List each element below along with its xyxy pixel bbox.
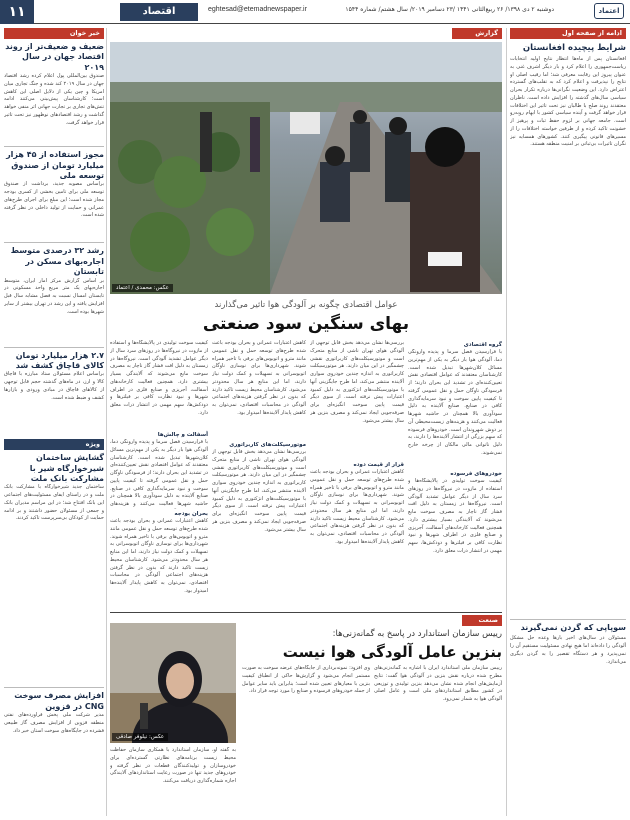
- divider: [510, 619, 626, 620]
- story-subhead: گروه اقتصادی: [463, 342, 502, 348]
- continuation-body: افغانستان پس از ماه‌ها انتظار نتایج اولیه انتخابات ریاست‌جمهوری را اعلام کرد و بار دیگر اشرف غنی به عنوان پیروز این رقابت معرفی شد؛ اما رقیب اصلی او نتایج را نپذیرفت و اعلام کرد که به تقلب‌های گسترده اعتراض دارد. این وضعیت نگرانی‌ها درباره تکرار بحران سیاسی سال‌های گذشته را افزایش داده است. ناظران معتقدند روند صلح با طالبان نیز تحت تاثیر این اختلافات قرار خواهد گرفت و آینده سیاسی کشور با ابهام روبه‌رو است. جامعه جهانی بر لزوم حفظ ثبات و پرهیز از خشونت تاکید کرده و از طرفین خواسته اختلافات را از مسیرهای قانونی پیگیری کنند. کشورهای همسایه نیز نگران تاثیرات بی‌ثباتی بر امنیت منطقه هستند.: [510, 56, 626, 148]
- standard-organization-story: [110, 612, 502, 818]
- brief-title[interactable]: افزایش مصرف سوخت CNG در قزوین: [14, 691, 104, 711]
- divider: [4, 687, 104, 688]
- brief-item: [4, 351, 104, 436]
- divider: [4, 347, 104, 348]
- brief-item: [4, 453, 104, 684]
- brief-title[interactable]: گشایش ساختمان شیرخوارگاه شیر با مشارکت بانک ملت: [29, 453, 104, 484]
- brief-body: براساس اعلام مسئولان ستاد مبارزه با قاچاق کالا و ارز، در ماه‌های گذشته حجم قابل توجهی از کالاهای قاچاق در مبادی ورودی و بازارها کشف و ضبط شده است.: [4, 371, 104, 401]
- bottom-text: به گفته او، سازمان استاندارد با همکاری سازمان حفاظت محیط زیست برنامه‌های نظارتی گسترده‌ای برای خودروسازان و تولیدکنندگان قطعات در نظر گرفته و خودروهای جدید تنها در صورت رعایت استانداردهای آلایندگی اجازه شماره‌گذاری دریافت می‌کنند.: [110, 747, 236, 784]
- photo-caption: عکس: نیلوفر صادقی: [112, 733, 168, 741]
- story-text: کاهش اعتبارات عمرانی و بحران بودجه باعث شده طرح‌های توسعه حمل و نقل عمومی مانند مترو و اتوبوس‌های برقی با تاخیر همراه شوند. شهرداری‌ها برای نوسازی ناوگان اتوبوسرانی به تسهیلات و کمک دولت نیاز دارند، اما این منابع هر سال محدودتر می‌شود. کارشناسان محیط زیست تاکید دارند که بدون در نظر گرفتن هزینه‌های اجتماعی آلودگی در محاسبات اقتصادی، نمی‌توان به کاهش پایدار آلاینده‌ها امیدوار بود.: [212, 340, 306, 416]
- bottom-text: رییس سازمان ملی استاندارد ایران با اشاره به گمانه‌زنی‌های مطرح شده درباره نقش بنزین در آلودگی هوا گفت: نتایج آزمایش‌های انجام شده نشان می‌دهد بنزین تولیدی و توزیعی در کشور مطابق استانداردهای ملی است و عامل اصلی آلودگی هوا به شمار نمی‌رود.: [374, 665, 502, 702]
- brief-body: صندوق بین‌المللی پول اعلام کرده رشد اقتصاد جهان در سال ۲۰۱۹ کند شده و جنگ تجاری میان امریکا و چین یکی از دلایل اصلی این کاهش است؛ کارشناسان پیش‌بینی می‌کنند ادامه تنش‌های تجاری بر تجارت جهانی اثر منفی خواهد گذاشت و رشد اقتصادهای نوظهور نیز تحت تاثیر قرار خواهد گرفت.: [4, 73, 104, 126]
- brief-title[interactable]: ۲.۷ هزار میلیارد تومان کالای قاچاق کشف شد: [15, 350, 104, 370]
- bottom-text: وی افزود: نمونه‌برداری از جایگاه‌های عرضه سوخت به صورت مستمر انجام می‌شود و گزارش‌ها حاکی از انطباق کیفیت بنزین با معیارهای تعیین شده است؛ بنابراین باید سایر عوامل از جمله خودروهای فرسوده و صنایع را مورد توجه قرار داد.: [242, 665, 370, 695]
- report-tag: گزارش: [452, 28, 502, 39]
- news-brief-column: [4, 28, 104, 816]
- story-text: کاهش اعتبارات عمرانی و بحران بودجه باعث شده طرح‌های توسعه حمل و نقل عمومی مانند مترو و اتوبوس‌های برقی با تاخیر همراه شوند. شهرداری‌ها برای نوسازی ناوگان اتوبوسرانی به تسهیلات و کمک دولت نیاز دارند، اما این منابع هر سال محدودتر می‌شود. کارشناسان محیط زیست تاکید دارند که بدون در نظر گرفتن هزینه‌های اجتماعی آلودگی در محاسبات اقتصادی، نمی‌توان به کاهش پایدار آلاینده‌ها امیدوار بود.: [310, 469, 404, 545]
- bottom-column: [110, 747, 236, 817]
- continuation-body: مسئولان در سال‌های اخیر بارها وعده حل مشکل آلودگی را داده‌اند اما هیچ نهادی مسئولیت مستقیم آن را نمی‌پذیرد و هر دستگاه تقصیر را به گردن دیگری می‌اندازد.: [510, 635, 626, 665]
- motorcycle-traffic-illustration: [110, 42, 502, 294]
- divider: [4, 242, 104, 243]
- story-text: با فرارسیدن فصل سرما و پدیده وارونگی دما، آلودگی هوا بار دیگر به یکی از مهم‌ترین مسائل کلان‌شهرها تبدیل شده است. کارشناسان معتقدند که عوامل اقتصادی نقش تعیین‌کننده‌ای در تشدید این بحران دارند؛ از فرسودگی ناوگان حمل و نقل عمومی گرفته تا کیفیت پایین سوخت و نبود سرمایه‌گذاری کافی در صنایع. صنایع آلاینده به دلیل سودآوری بالا همچنان در حاشیه شهرها فعالیت می‌کنند و هزینه‌های: [110, 439, 208, 507]
- story-body: [110, 340, 502, 608]
- bottom-column: [374, 665, 502, 817]
- section-title: اقتصاد: [120, 3, 198, 21]
- column-divider: [106, 28, 107, 816]
- email-link[interactable]: eghtesad@etemadnewspaper.ir: [208, 6, 307, 13]
- brief-body: بر اساس گزارش مرکز آمار ایران، متوسط اجاره‌بهای یک متر مربع واحد مسکونی در تابستان امسال نسبت به فصل مشابه سال قبل افزایش یافته و این رشد در تهران بیشتر از سایر شهرها بوده است.: [4, 277, 104, 315]
- main-story: [110, 28, 502, 608]
- story-column: [408, 340, 502, 608]
- portrait-illustration: [110, 623, 236, 743]
- brief-item: [4, 691, 104, 816]
- bottom-kicker: رییس سازمان استاندارد در پاسخ به گمانه‌زنی‌ها:: [332, 629, 502, 639]
- continuation-tag: ادامه از صفحه اول: [510, 28, 626, 39]
- story-text: کاهش اعتبارات عمرانی و بحران بودجه باعث شده طرح‌های توسعه حمل و نقل عمومی مانند مترو و اتوبوس‌های برقی با تاخیر همراه شوند. شهرداری‌ها برای نوسازی ناوگان اتوبوسرانی به تسهیلات و کمک دولت نیاز دارند، اما این منابع هر سال محدودتر می‌شود. کارشناسان محیط زیست تاکید دارند که بدون در نظر گرفتن هزینه‌های اجتماعی آلودگی در محاسبات اقتصادی، نمی‌توان به کاهش پایدار آلاینده‌ها امیدوار بود.: [110, 518, 208, 594]
- brief-item: [4, 246, 104, 343]
- story-subhead: آسفالت و چالش‌ها: [157, 432, 208, 438]
- brief-body: براساس مصوبه جدید، برداشت از صندوق توسعه ملی برای تامین بخشی از کسری بودجه مجاز شده است؛ این مبلغ برای اجرای طرح‌های عمرانی و حمایت از تولید داخلی در نظر گرفته شده است.: [4, 181, 104, 219]
- story-kicker: عوامل اقتصادی چگونه بر آلودگی هوا تاثیر می‌گذارند: [214, 300, 398, 310]
- page-number: ۱۱: [0, 0, 34, 24]
- story-column: [212, 340, 306, 608]
- news-brief-tag: خبر خوان: [4, 28, 104, 39]
- official-portrait: [110, 623, 236, 743]
- story-subhead: خودروهای فرسوده: [450, 471, 502, 477]
- story-column: [310, 340, 404, 608]
- page-header: [0, 0, 630, 24]
- story-text: کیفیت سوخت تولیدی در پالایشگاه‌ها و استفاده از مازوت در نیروگاه‌ها در روزهای سرد سال از دیگر عوامل تشدید آلودگی است. نیروگاه‌ها در زمستان به دلیل افت فشار گاز ناچار به مصرف سوخت مایع می‌شوند که آلایندگی بسیار بیشتری دارد. همچنین فعالیت کارخانه‌های آسفالت، آجرپزی و صنایع فلزی در اطراف شهرها و نبود نظارت کافی بر فیلترها و دودکش‌ها، سهم مهمی در انتشار ذرات معلق دارد.: [408, 478, 502, 554]
- industry-tag: صنعت: [462, 615, 502, 626]
- continuation-title[interactable]: شرایط پیچیده افغانستان: [522, 43, 626, 53]
- story-subhead: بحران بودجه: [174, 511, 208, 517]
- special-tag: ویژه: [4, 439, 104, 450]
- story-text: بررسی‌ها نشان می‌دهد بخش قابل توجهی از آلودگی هوای تهران ناشی از منابع متحرک است و موتورسیکلت‌های کاربراتوری نقشی چشمگیر در این میان دارند. هر موتورسیکلت کاربراتوری به اندازه چندین خودروی سواری آلاینده منتشر می‌کند، اما طرح جایگزینی آنها با موتورسیکلت‌های انژکتوری به دلیل کمبود اعتبارات پیش نرفته است. از سوی دیگر قیمت پایین سوخت انگیزه‌ای برای صرفه‌جویی ایجاد نمی‌کند و مصرف بنزین هر سال بیشتر می‌شود.: [310, 340, 404, 424]
- dateline: دوشنبه ۲ دی ۱۳۹۸/ ۲۶ ربیع‌الثانی ۱۴۴۱ /۲۳ دسامبر ۲۰۱۹/ سال هشتم/ شماره ۱۵۴۴: [345, 6, 554, 13]
- brief-title[interactable]: مجوز استفاده از ۴۵ هزار میلیارد تومان از صندوق توسعه ملی: [6, 150, 104, 180]
- story-subhead: قرار از قیمت دوده: [353, 462, 404, 468]
- brief-body: مدیر شرکت ملی پخش فرآورده‌های نفتی منطقه قزوین از افزایش مصرف گاز طبیعی فشرده در جایگاه‌های سوخت استان خبر داد.: [4, 712, 104, 734]
- divider: [4, 146, 104, 147]
- column-divider: [506, 28, 507, 816]
- bottom-column: [242, 665, 370, 817]
- front-page-continuation: [510, 28, 626, 816]
- traffic-photo: [110, 42, 502, 294]
- story-headline: بهای سنگین سود صنعتی: [202, 314, 410, 334]
- newspaper-logo: اعتماد: [594, 3, 624, 19]
- story-column: [110, 340, 208, 608]
- brief-item: [4, 150, 104, 239]
- story-text: کیفیت سوخت تولیدی در پالایشگاه‌ها و استفاده از مازوت در نیروگاه‌ها در روزهای سرد سال از دیگر عوامل تشدید آلودگی است. نیروگاه‌ها در زمستان به دلیل افت فشار گاز ناچار به مصرف سوخت مایع می‌شوند که آلایندگی بسیار بیشتری دارد. همچنین فعالیت کارخانه‌های آسفالت، آجرپزی و صنایع فلزی در اطراف شهرها و نبود نظارت کافی بر فیلترها و دودکش‌ها، سهم مهمی در انتشار ذرات معلق دارد.: [110, 340, 208, 416]
- story-text: با فرارسیدن فصل سرما و پدیده وارونگی دما، آلودگی هوا بار دیگر به یکی از مهم‌ترین مسائل کلان‌شهرها تبدیل شده است. کارشناسان معتقدند که عوامل اقتصادی نقش تعیین‌کننده‌ای در تشدید این بحران دارند؛ از فرسودگی ناوگان حمل و نقل عمومی گرفته تا کیفیت پایین سوخت و نبود سرمایه‌گذاری کافی در صنایع. صنایع آلاینده به دلیل سودآوری بالا همچنان در حاشیه شهرها فعالیت می‌کنند و هزینه‌های زیست‌محیطی آن بر دوش شهروندان است. خودروهای فرسوده که سهم بزرگی از انتشار آلاینده‌ها را دارند، به دلیل ناتوانی مالی مالکان از چرخه خارج نمی‌شوند.: [408, 349, 502, 456]
- bottom-headline: بنزین عامل آلودگی هوا نیست: [282, 643, 502, 661]
- continuation-title[interactable]: سوپاپی که گردن نمی‌گیرند: [520, 623, 626, 633]
- brief-title[interactable]: رشد ۳۲ درصدی متوسط اجاره‌بهای مسکن در تابستان: [10, 246, 104, 277]
- story-text: بررسی‌ها نشان می‌دهد بخش قابل توجهی از آلودگی هوای تهران ناشی از منابع متحرک است و موتورسیکلت‌های کاربراتوری نقشی چشمگیر در این میان دارند. هر موتورسیکلت کاربراتوری به اندازه چندین خودروی سواری آلاینده منتشر می‌کند، اما طرح جایگزینی آنها با موتورسیکلت‌های انژکتوری به دلیل کمبود اعتبارات پیش نرفته است. از سوی دیگر قیمت پایین سوخت انگیزه‌ای برای صرفه‌جویی ایجاد نمی‌کند و مصرف بنزین هر سال بیشتر می‌شود.: [212, 449, 306, 533]
- photo-caption: عکس: محمدی / اعتماد: [112, 284, 173, 292]
- brief-title[interactable]: ضعیف و ضعیف‌تر از روند اقتصاد جهان در سال ۲۰۱۹: [5, 42, 104, 72]
- story-subhead: موتورسیکلت‌های کاربراتوری: [229, 442, 306, 448]
- brief-item: [4, 42, 104, 143]
- brief-body: ساختمان جدید شیرخوارگاه با مشارکت بانک ملت و در راستای ایفای مسئولیت‌های اجتماعی این بانک افتتاح شد؛ در این مراسم مدیران بانک و جمعی از مسئولان حضور داشتند و بر ادامه حمایت از کودکان بی‌سرپرست تاکید کردند.: [4, 484, 104, 522]
